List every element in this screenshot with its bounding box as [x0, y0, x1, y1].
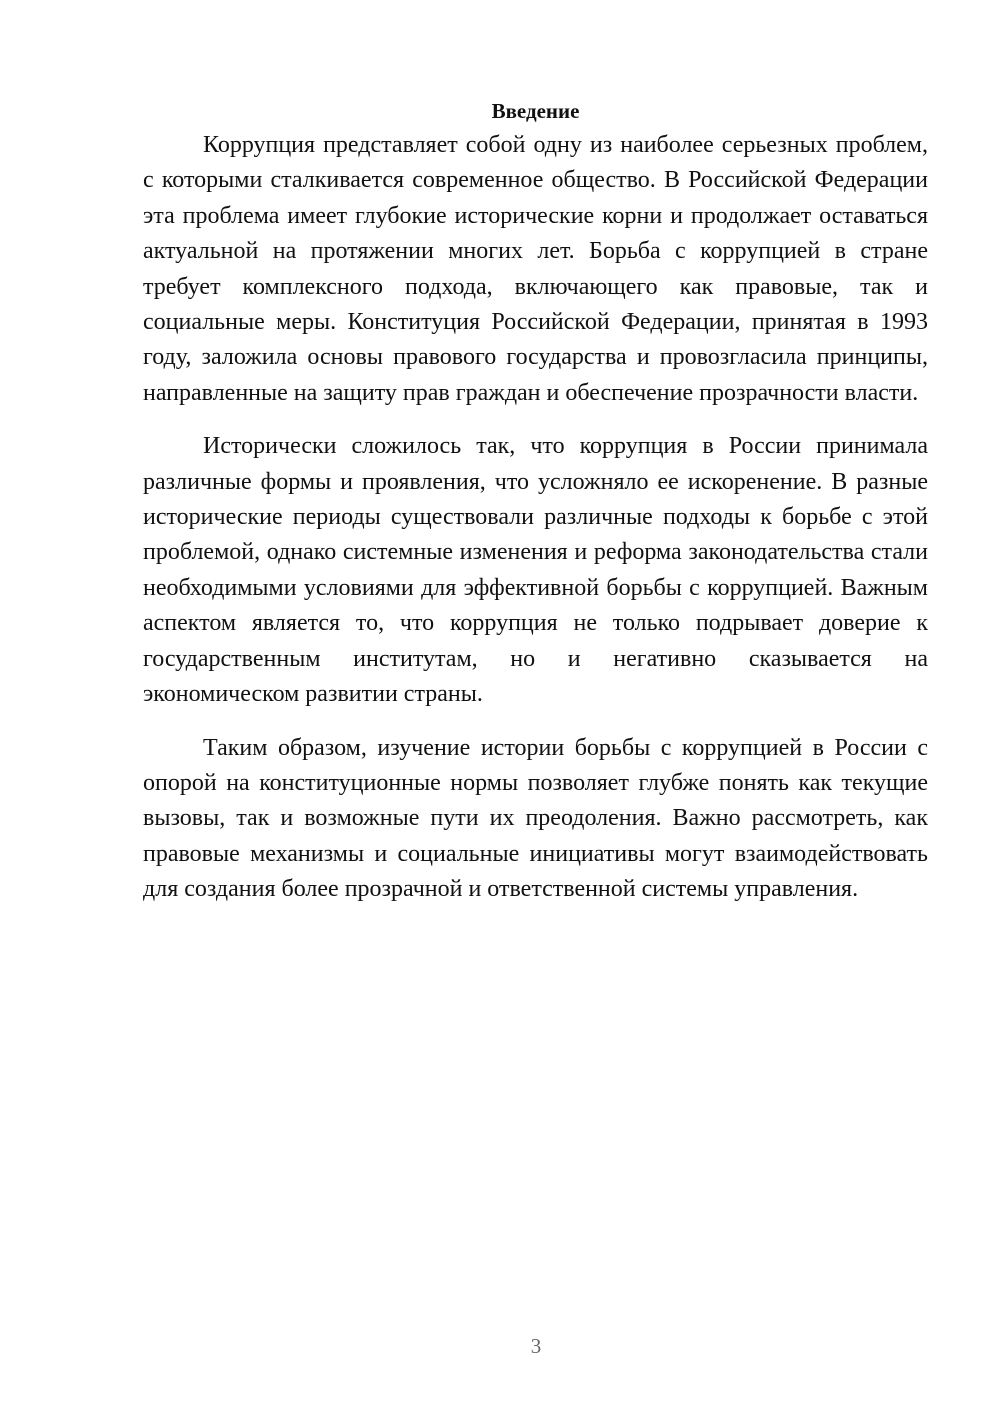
document-body [143, 96, 928, 926]
paragraph-3: Таким образом, изучение истории борьбы с коррупцией в России с опорой на конституционные нормы позволяет глубже понять как текущие вызовы, так и возможные пути их преодоления. Важно рассмотреть, как правовые механизмы и социальные инициативы могут взаимодействовать для создания более прозрачной и ответственной системы управления. [143, 734, 928, 903]
page-number: 3 [530, 1334, 542, 1358]
paragraph-1: Коррупция представляет собой одну из наиболее серьезных проблем, с которыми сталкивается современное общество. В Российской Федерации эта проблема имеет глубокие исторические корни и продолжает оставаться актуальной на протяжении многих лет. Борьба с коррупцией в стране требует комплексного подхода, включающего как правовые, так и социальные меры. Конституция Российской Федерации, принятая в 1993 году, заложила основы правового государства и провозгласила принципы, направленные на защиту прав граждан и обеспечение прозрачности власти. [143, 132, 928, 406]
paragraph-2: Исторически сложилось так, что коррупция в России принимала различные формы и проявления, что усложняло ее искоренение. В разные исторические периоды существовали различные подходы к борьбе с этой проблемой, однако системные изменения и реформа законодательства стали необходимыми условиями для эффективной борьбы с коррупцией. Важным аспектом является то, что коррупция не только подрывает доверие к государственным институтам, но и негативно сказывается на экономическом развитии страны. [143, 433, 928, 708]
section-heading: Введение [491, 99, 580, 123]
